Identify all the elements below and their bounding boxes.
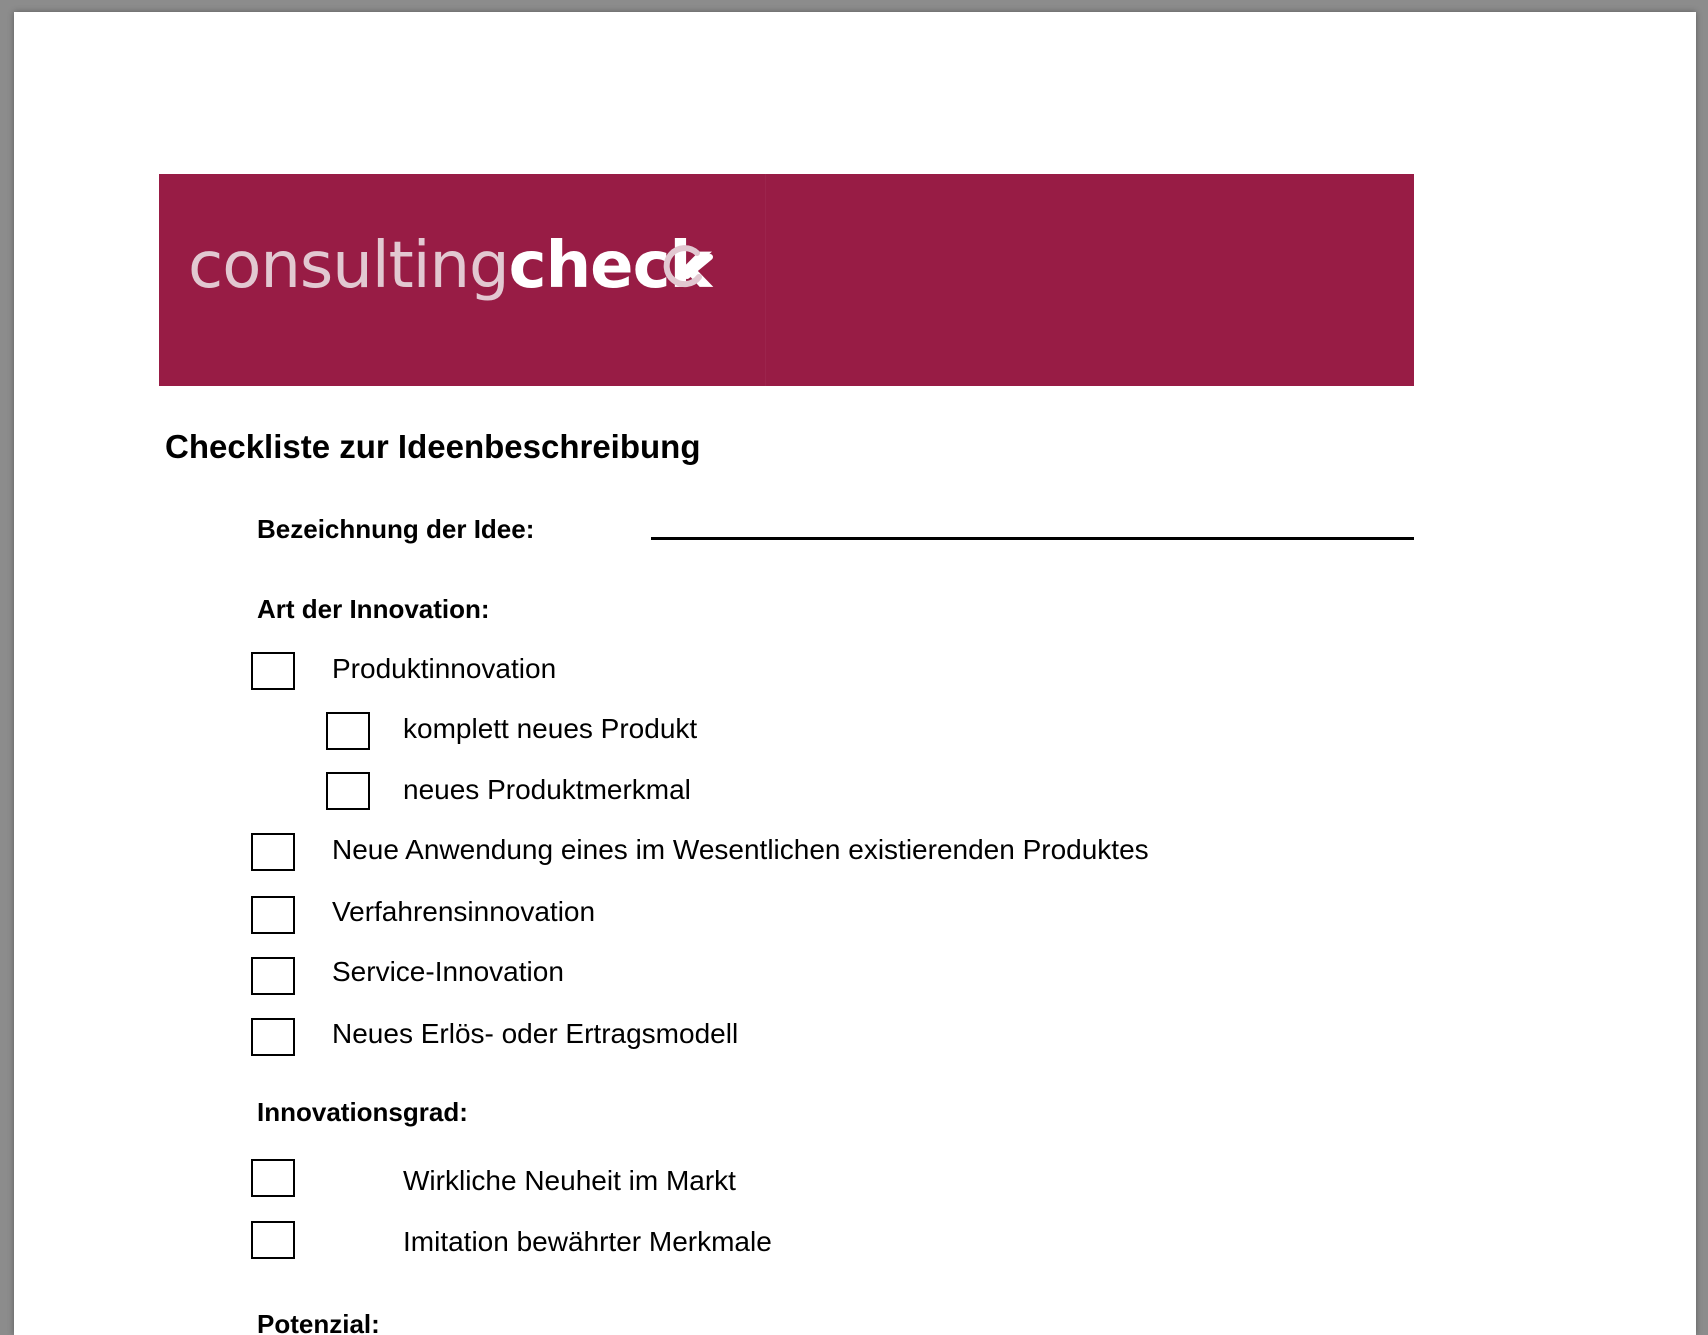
option-label: Imitation bewährter Merkmale [403,1226,772,1257]
checkbox-komplett-neues-produkt[interactable] [326,712,370,750]
innovation-degree-heading: Innovationsgrad: [257,1097,468,1127]
potential-heading: Potenzial: [257,1309,380,1335]
option-label: Verfahrensinnovation [332,896,596,927]
option-label: Neues Erlös- oder Ertragsmodell [332,1018,739,1049]
checkbox-wirkliche-neuheit[interactable] [251,1159,295,1197]
checkbox-produktinnovation[interactable] [251,652,295,690]
option-label: komplett neues Produkt [403,713,698,744]
logo-text-light: consulting [188,229,509,303]
checkbox-neue-anwendung[interactable] [251,833,295,871]
checkbox-service-innovation[interactable] [251,957,295,995]
option-label: Wirkliche Neuheit im Markt [403,1165,736,1196]
checkbox-neues-produktmerkmal[interactable] [326,772,370,810]
document-title: Checkliste zur Ideenbeschreibung [165,428,701,465]
checkbox-imitation[interactable] [251,1221,295,1259]
idea-name-label: Bezeichnung der Idee: [257,514,535,544]
logo-text-bold: check [508,229,712,303]
brand-logo [188,229,712,303]
check-mark-icon [663,244,713,290]
option-label: Service-Innovation [332,956,564,987]
option-label: Produktinnovation [332,653,557,684]
option-label: neues Produktmerkmal [403,774,691,805]
option-label: Neue Anwendung eines im Wesentlichen existierenden Produktes [332,834,1149,865]
document-page [14,12,1696,1335]
innovation-type-heading: Art der Innovation: [257,594,490,624]
checkbox-erloesmodell[interactable] [251,1018,295,1056]
idea-name-input-line[interactable] [651,537,1414,540]
banner-divider [765,174,766,386]
header-banner [159,174,1414,386]
checkbox-verfahrensinnovation[interactable] [251,896,295,934]
